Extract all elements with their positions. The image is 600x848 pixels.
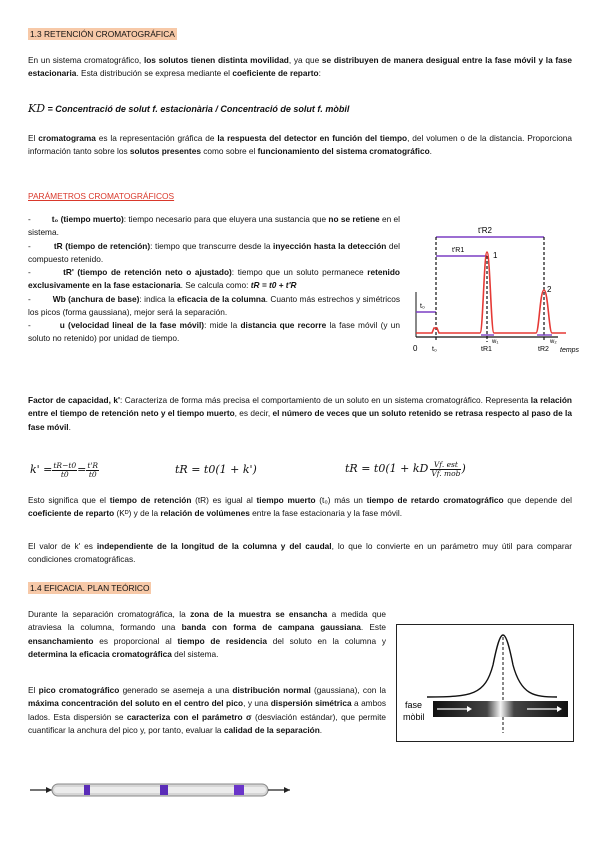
list-item-u: - u (velocidad lineal de la fase móvil): mide la distancia que recorre la fase móvil (y un soluto no retenido) por unidad de tiempo.: [28, 320, 400, 344]
paragraph-significado: Esto significa que el tiempo de retención (tR) es igual al tiempo muerto (t₀) más un tiempo de retardo cromatográfico que depende del coeficiente de reparto (Kᴰ) y de la relación de volúmenes entre la fase estacionaria y la fase móvil.: [28, 495, 572, 519]
band-3: [234, 785, 244, 795]
paragraph-cromatograma: El cromatograma es la representación gráfica de la respuesta del detector en función del tiempo, del volumen o de la distancia. Proporciona información tanto sobre los solutos presentes como sobre el funcionamiento del sistema cromatográfico.: [28, 133, 572, 157]
list-item-tr-prime: - tR' (tiempo de retención neto o ajustado): tiempo que un soluto permanece retenido exclusivamente en la fase estacionaria. Se calcula como: tR = t0 + t'R: [28, 267, 400, 291]
label-fase: fase: [405, 700, 423, 710]
kd-formula: KD = Concentració de solut f. estacionària / Concentració de solut f. mòbil: [28, 102, 350, 115]
equation-k-prime: k' = $\frac{tR-t0}{t0}$ = $\frac{t'R}{t0}$: [30, 460, 99, 479]
equation-tr-kd: tR = t0(1 + kD $\frac{\text{Vf. est}}{\text{Vf. mob}}$ ): [345, 459, 466, 478]
label-peak1: 1: [493, 251, 498, 260]
paragraph-movilidad: En un sistema cromatográfico, los solutos tienen distinta movilidad, ya que se distribuyen de manera desigual entre la fase móvil y la fase estacionaria. Esta distribución se expresa mediante el coeficiente de reparto:: [28, 55, 572, 79]
paragraph-pico: El pico cromatográfico generado se asemeja a una distribución normal (gaussiana), con la máxima concentración del soluto en el centro del pico, y una dispersión simétrica a ambos lados. Esta dispersión se caracteriza con el parámetro σ (desviación estándar), que permite cuantificar la anchura del pico y, por tanto, evaluar la calidad de la separación.: [28, 685, 387, 735]
tick-tr2: tR2: [538, 346, 549, 353]
band-2: [160, 785, 168, 795]
list-item-t0: - t₀ (tiempo muerto): tiempo necesario para que eluyera una sustancia que no se retiene en el sistema.: [28, 214, 400, 238]
gaussian-band-figure: [396, 624, 574, 742]
section-heading-retencion: 1.3 RETENCIÓN CROMATOGRÁFICA: [30, 29, 175, 39]
chromatogram-diagram: [410, 212, 590, 362]
label-mobil: mòbil: [403, 712, 425, 722]
gaussian-band-svg: [397, 625, 572, 740]
tick-tr1: tR1: [481, 346, 492, 353]
label-peak2: 2: [547, 285, 552, 294]
tick-t0: t₀: [432, 346, 437, 353]
list-item-wb: - Wb (anchura de base): indica la eficacia de la columna. Cuanto más estrechos y simétricos los picos (forma gaussiana), mejor será la separación.: [28, 293, 401, 317]
tick-0: 0: [413, 344, 418, 353]
label-tr1p: t'R1: [452, 247, 465, 254]
paragraph-factor-capacidad: Factor de capacidad, k': Caracteriza de forma más precisa el comportamiento de un soluto en un sistema cromatográfico. Representa la relación entre el tiempo de retención neto y el tiempo muerto, es decir, el número de veces que un soluto retenido se retrasa respecto al paso de la fase móvil.: [28, 395, 572, 432]
paragraph-valor-k: El valor de k' es independiente de la longitud de la columna y del caudal, lo que lo convierte en un parámetro muy útil para comparar condiciones cromatográficas.: [28, 541, 572, 565]
equation-tr-k: tR = t0(1 + k'): [175, 463, 257, 477]
section-heading-parametros: PARÁMETROS CROMATOGRÁFICOS: [28, 191, 175, 201]
tube-inlet-arrow: [46, 787, 52, 793]
column-tube-figure: [30, 780, 292, 800]
label-w1: w₁: [492, 339, 499, 345]
label-tr2: t'R2: [478, 226, 492, 235]
section-heading-eficacia: 1.4 EFICACIA. PLAN TEÓRICO: [30, 583, 150, 593]
x-axis-label: temps: [560, 347, 580, 354]
paragraph-ensanchamiento: Durante la separación cromatográfica, la zona de la muestra se ensancha a medida que atraviesa la columna, formando una banda con forma de campana gaussiana. Este ensanchamiento es proporcional al tiempo de residencia del soluto en la columna y determina la eficacia cromatográfica del sistema.: [28, 609, 387, 659]
band-1: [84, 785, 90, 795]
tube-outlet-arrow: [284, 787, 290, 793]
gaussian-curve: [427, 635, 557, 697]
label-w2: w₂: [550, 339, 557, 345]
parameter-list: [28, 213, 400, 346]
list-item-tr: - tR (tiempo de retención): tiempo que transcurre desde la inyección hasta la detección del compuesto retenido.: [28, 240, 401, 264]
label-t0-bracket: t₀: [420, 303, 425, 310]
